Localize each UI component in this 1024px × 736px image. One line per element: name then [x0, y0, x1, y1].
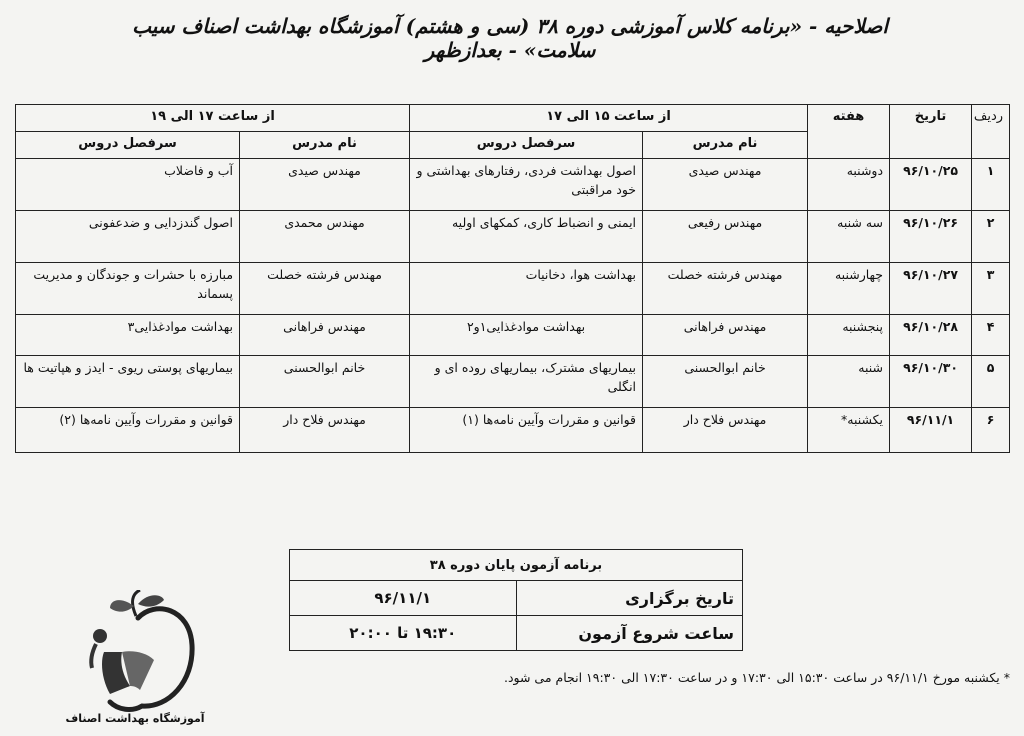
schedule-table: [15, 104, 1010, 453]
exam-table: [289, 549, 743, 651]
row-syllabus-2: قوانین و مقررات وآیین نامه‌ها (۲): [16, 408, 240, 453]
footnote: * یکشنبه مورخ ۹۶/۱۱/۱ در ساعت ۱۵:۳۰ الی ۱۷:۳۰ و در ساعت ۱۷:۳۰ الی ۱۹:۳۰ انجام می شود.: [503, 670, 1010, 685]
exam-date-value: ۹۶/۱۱/۱: [290, 581, 517, 616]
row-syllabus-1: قوانین و مقررات وآیین نامه‌ها (۱): [410, 408, 643, 453]
row-teacher-2: مهندس فرشته خصلت: [240, 263, 410, 315]
row-date: ۹۶/۱۰/۲۵: [890, 159, 972, 211]
table-row: [16, 159, 1010, 211]
row-syllabus-2: مبارزه با حشرات و جوندگان و مدیریت پسماند: [16, 263, 240, 315]
table-row: [16, 356, 1010, 408]
row-number: ۶: [972, 408, 1010, 453]
row-weekday: سه شنبه: [808, 211, 890, 263]
row-teacher-1: مهندس فلاح دار: [643, 408, 808, 453]
row-weekday: چهارشنبه: [808, 263, 890, 315]
exam-time-value: ۱۹:۳۰ تا ۲۰:۰۰: [290, 616, 517, 651]
row-teacher-1: مهندس صیدی: [643, 159, 808, 211]
row-weekday: شنبه: [808, 356, 890, 408]
row-teacher-1: مهندس فرشته خصلت: [643, 263, 808, 315]
table-row: [16, 263, 1010, 315]
header-slot-2: از ساعت ۱۷ الی ۱۹: [16, 105, 410, 132]
row-number: ۵: [972, 356, 1010, 408]
header-radif: ردیف: [972, 105, 1010, 159]
row-syllabus-1: بهداشت موادغذایی۱و۲: [410, 315, 643, 356]
row-teacher-2: مهندس محمدی: [240, 211, 410, 263]
row-teacher-2: مهندس صیدی: [240, 159, 410, 211]
header-teacher-2: نام مدرس: [240, 132, 410, 159]
row-syllabus-2: بهداشت موادغذایی۳: [16, 315, 240, 356]
exam-date-label: تاریخ برگزاری: [516, 581, 743, 616]
header-weekday: هفته: [808, 105, 890, 159]
row-teacher-2: خانم ابوالحسنی: [240, 356, 410, 408]
row-teacher-1: مهندس رفیعی: [643, 211, 808, 263]
row-teacher-1: خانم ابوالحسنی: [643, 356, 808, 408]
header-syllabus-2: سرفصل دروس: [16, 132, 240, 159]
row-date: ۹۶/۱۰/۲۷: [890, 263, 972, 315]
row-syllabus-1: ایمنی و انضباط کاری، کمکهای اولیه: [410, 211, 643, 263]
row-weekday: یکشنبه*: [808, 408, 890, 453]
page-title: اصلاحیه - «برنامه کلاس آموزشی دوره ۳۸ (سی و هشتم) آموزشگاه بهداشت اصناف سیب سلامت» - بعدازظهر: [132, 14, 888, 62]
row-number: ۲: [972, 211, 1010, 263]
row-syllabus-2: بیماریهای پوستی ریوی - ایدز و هپاتیت ها: [16, 356, 240, 408]
header-slot-1: از ساعت ۱۵ الی ۱۷: [410, 105, 808, 132]
exam-time-label: ساعت شروع آزمون: [516, 616, 743, 651]
row-weekday: دوشنبه: [808, 159, 890, 211]
apple-book-logo-icon: [70, 590, 200, 730]
header-date: تاریخ: [890, 105, 972, 159]
row-syllabus-1: بهداشت هوا، دخانیات: [410, 263, 643, 315]
row-date: ۹۶/۱۰/۲۸: [890, 315, 972, 356]
row-syllabus-2: آب و فاضلاب: [16, 159, 240, 211]
exam-title: برنامه آزمون پایان دوره ۳۸: [290, 550, 743, 581]
row-number: ۱: [972, 159, 1010, 211]
row-number: ۴: [972, 315, 1010, 356]
row-syllabus-1: اصول بهداشت فردی، رفتارهای بهداشتی و خود مراقبتی: [410, 159, 643, 211]
row-date: ۹۶/۱۱/۱: [890, 408, 972, 453]
header-teacher-1: نام مدرس: [643, 132, 808, 159]
header-row: [16, 105, 1010, 132]
table-row: [16, 408, 1010, 453]
header-syllabus-1: سرفصل دروس: [410, 132, 643, 159]
row-syllabus-2: اصول گندزدایی و ضدعفونی: [16, 211, 240, 263]
row-syllabus-1: بیماریهای مشترک، بیماریهای روده ای و انگلی: [410, 356, 643, 408]
row-teacher-1: مهندس فراهانی: [643, 315, 808, 356]
row-number: ۳: [972, 263, 1010, 315]
table-row: [16, 211, 1010, 263]
row-date: ۹۶/۱۰/۲۶: [890, 211, 972, 263]
row-teacher-2: مهندس فراهانی: [240, 315, 410, 356]
table-row: [16, 315, 1010, 356]
logo-text: آموزشگاه بهداشت اصناف: [65, 712, 205, 725]
row-weekday: پنجشنبه: [808, 315, 890, 356]
row-teacher-2: مهندس فلاح دار: [240, 408, 410, 453]
row-date: ۹۶/۱۰/۳۰: [890, 356, 972, 408]
